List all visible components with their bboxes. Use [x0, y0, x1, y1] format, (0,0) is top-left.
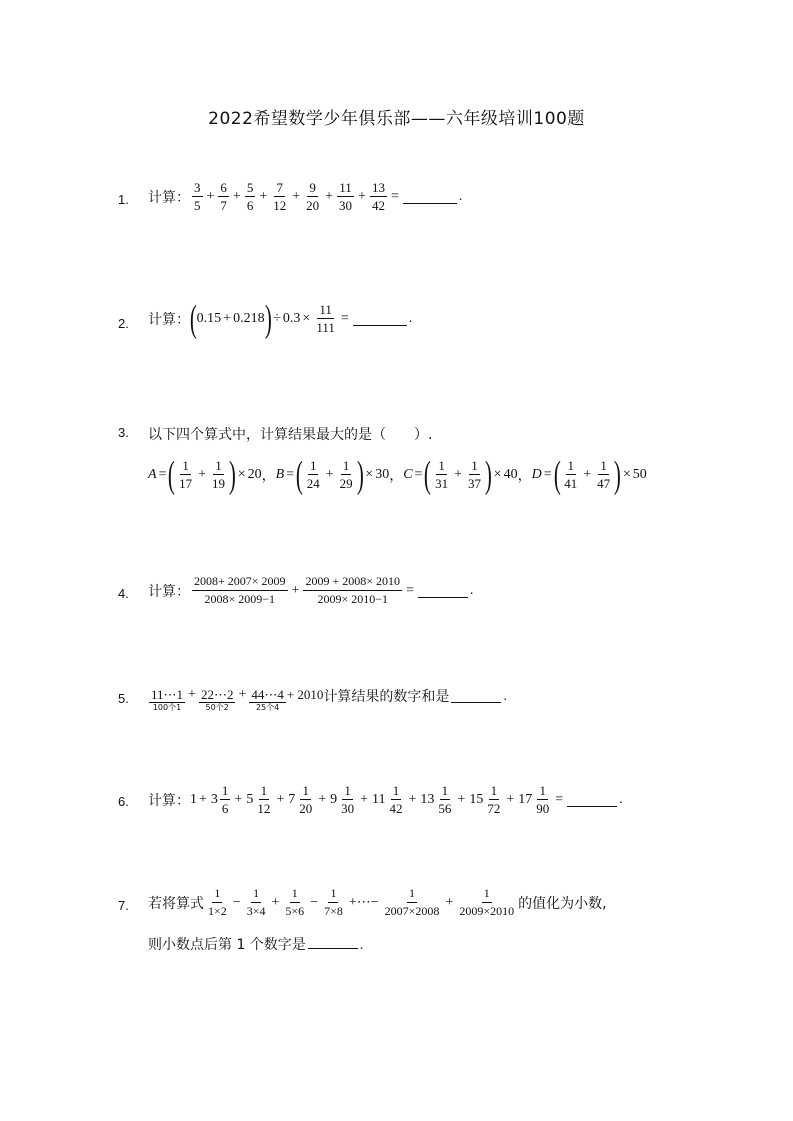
problem-label: 计算： — [148, 311, 190, 328]
answer-blank[interactable] — [418, 583, 468, 598]
problem-line-2 — [148, 934, 363, 954]
repeating-decimal: 0.218 — [233, 310, 265, 326]
fraction: $\frac{2009 + 2008\times 2010}{2009\times 2010-1}$ — [305, 574, 400, 606]
fraction: $\frac{11}{30}$ — [339, 180, 353, 213]
plus-sign: + — [188, 687, 196, 702]
problem-number: 3. — [118, 425, 129, 440]
plus-sign: + — [232, 188, 241, 204]
problem-number: 7. — [118, 898, 129, 913]
left-paren: ( — [189, 297, 197, 340]
times-sign: × — [302, 310, 311, 326]
plus-sign: + — [223, 310, 232, 326]
plus-sign: + — [292, 188, 301, 204]
problem-label: 计算： — [148, 189, 190, 206]
question-text: 计算结果的数字和是 — [323, 689, 450, 705]
equals-sign: = — [340, 310, 349, 326]
equals-sign: = — [390, 188, 399, 204]
plus-sign: + — [506, 791, 515, 807]
whole-number: 1 — [190, 791, 197, 807]
answer-blank[interactable] — [308, 934, 358, 949]
page-title: 2022希望数学少年俱乐部——六年级培训100题 — [208, 109, 585, 129]
option-c: C = ( $\frac{1}{31}$ + $\frac{1}{37}$ ) × 40 ， — [403, 453, 532, 496]
problem-label: 计算： — [148, 583, 190, 600]
problem-body — [148, 180, 462, 213]
plus-sign: + — [259, 188, 268, 204]
plus-sign: + — [445, 894, 454, 910]
mixed-number: 9 $\frac{1}{30}$ — [330, 783, 355, 816]
fraction: $\frac{1}{2009\times 2010}$ — [459, 886, 515, 918]
fraction: $\frac{6}{7}$ — [220, 180, 227, 213]
fraction: $\frac{11}{111}$ — [316, 302, 335, 335]
fraction: $\frac{1}{7\times 8}$ — [324, 886, 343, 918]
question-lead: 若将算式 — [148, 895, 204, 912]
minus-sign: − — [310, 894, 319, 910]
option-a: A = ( $\frac{1}{17}$ + $\frac{1}{19}$ ) × 20 ， — [148, 453, 276, 496]
period: . — [408, 310, 413, 326]
question-text: 则小数点后第 1 个数字是 — [148, 937, 306, 953]
plus-sign: + — [360, 791, 369, 807]
answer-blank[interactable] — [353, 311, 407, 326]
plus-sign: + — [358, 188, 366, 204]
plus-sign: + — [457, 791, 466, 807]
fraction: $\frac{1}{2007\times 2008}$ — [384, 886, 440, 918]
answer-blank[interactable] — [451, 688, 501, 703]
plus-sign: + — [291, 582, 300, 598]
repeated-digits: 11⋯1 100个1 — [151, 687, 184, 712]
minus-sign: − — [232, 894, 241, 910]
problem-body — [148, 886, 607, 919]
period: . — [503, 689, 507, 704]
right-paren: ) — [264, 297, 272, 340]
fraction: $\frac{1}{5\times 6}$ — [285, 886, 305, 918]
plus-sign: + — [206, 188, 215, 204]
mixed-number: 11 $\frac{1}{42}$ — [372, 783, 403, 816]
problem-number: 1. — [118, 192, 129, 207]
problem-label: 计算： — [148, 792, 190, 809]
plus-sign: + — [238, 687, 247, 702]
question-text: 以下四个算式中，计算结果最大的是（ ）. — [148, 427, 433, 443]
problem-body — [148, 688, 507, 713]
option-d: D = ( $\frac{1}{41}$ + $\frac{1}{47}$ ) × 50 — [531, 453, 647, 496]
fraction: $\frac{1}{1\times 2}$ — [208, 886, 227, 918]
answer-blank[interactable] — [567, 792, 617, 807]
equals-sign: = — [555, 791, 564, 807]
plus-sign: + — [318, 791, 327, 807]
period: . — [469, 582, 474, 598]
fraction: $\frac{13}{42}$ — [371, 180, 385, 213]
plus-sign: + — [234, 791, 243, 807]
tail-term: + 2010 — [286, 687, 324, 702]
fraction: $\frac{2008+ 2007\times 2009}{2008\times 2009-1}$ — [194, 574, 286, 606]
problem-number: 4. — [118, 586, 129, 601]
plus-sign: + — [325, 188, 334, 204]
question-tail: 的值化为小数, — [518, 895, 607, 912]
problem-number: 5. — [118, 691, 129, 706]
plus-sign: + — [271, 894, 280, 910]
period: . — [458, 188, 463, 204]
problem-body — [148, 783, 623, 816]
ellipsis-sign: +⋯− — [348, 895, 379, 910]
repeated-digits: 44⋯4 25个4 — [251, 687, 284, 712]
problem-body — [148, 574, 473, 607]
fraction: $\frac{1}{3\times 4}$ — [246, 886, 266, 918]
mixed-number: 7 $\frac{1}{20}$ — [288, 783, 313, 816]
plus-sign: + — [408, 791, 417, 807]
mixed-number: 15 $\frac{1}{72}$ — [469, 783, 501, 816]
equals-sign: = — [406, 582, 414, 598]
fraction: $\frac{5}{6}$ — [246, 180, 254, 213]
problem-number: 2. — [118, 316, 129, 331]
option-b: B = ( $\frac{1}{24}$ + $\frac{1}{29}$ ) × 30 ， — [275, 453, 404, 496]
fraction: $\frac{9}{20}$ — [306, 180, 320, 213]
period: . — [359, 938, 364, 953]
answer-blank[interactable] — [403, 189, 457, 204]
mixed-number: 17 $\frac{1}{90}$ — [518, 783, 550, 816]
mixed-number: 13 $\frac{1}{56}$ — [420, 783, 452, 816]
repeating-decimal: 0.3 — [282, 310, 301, 326]
choice-options — [148, 453, 647, 496]
repeated-digits: 22⋯2 50个2 — [200, 687, 234, 712]
fraction: $\frac{3}{5}$ — [194, 180, 201, 213]
divide-sign: ÷ — [273, 310, 281, 326]
plus-sign: + — [276, 791, 285, 807]
repeating-decimal: 0.15 — [196, 310, 222, 326]
problem-body — [148, 297, 413, 340]
mixed-number: 3 $\frac{1}{6}$ — [210, 783, 229, 816]
problem-number: 6. — [118, 794, 129, 809]
plus-sign: + — [199, 791, 207, 807]
mixed-number: 5 $\frac{1}{12}$ — [246, 783, 271, 816]
fraction: $\frac{7}{12}$ — [273, 180, 287, 213]
period: . — [619, 791, 623, 807]
problem-text — [148, 424, 432, 444]
